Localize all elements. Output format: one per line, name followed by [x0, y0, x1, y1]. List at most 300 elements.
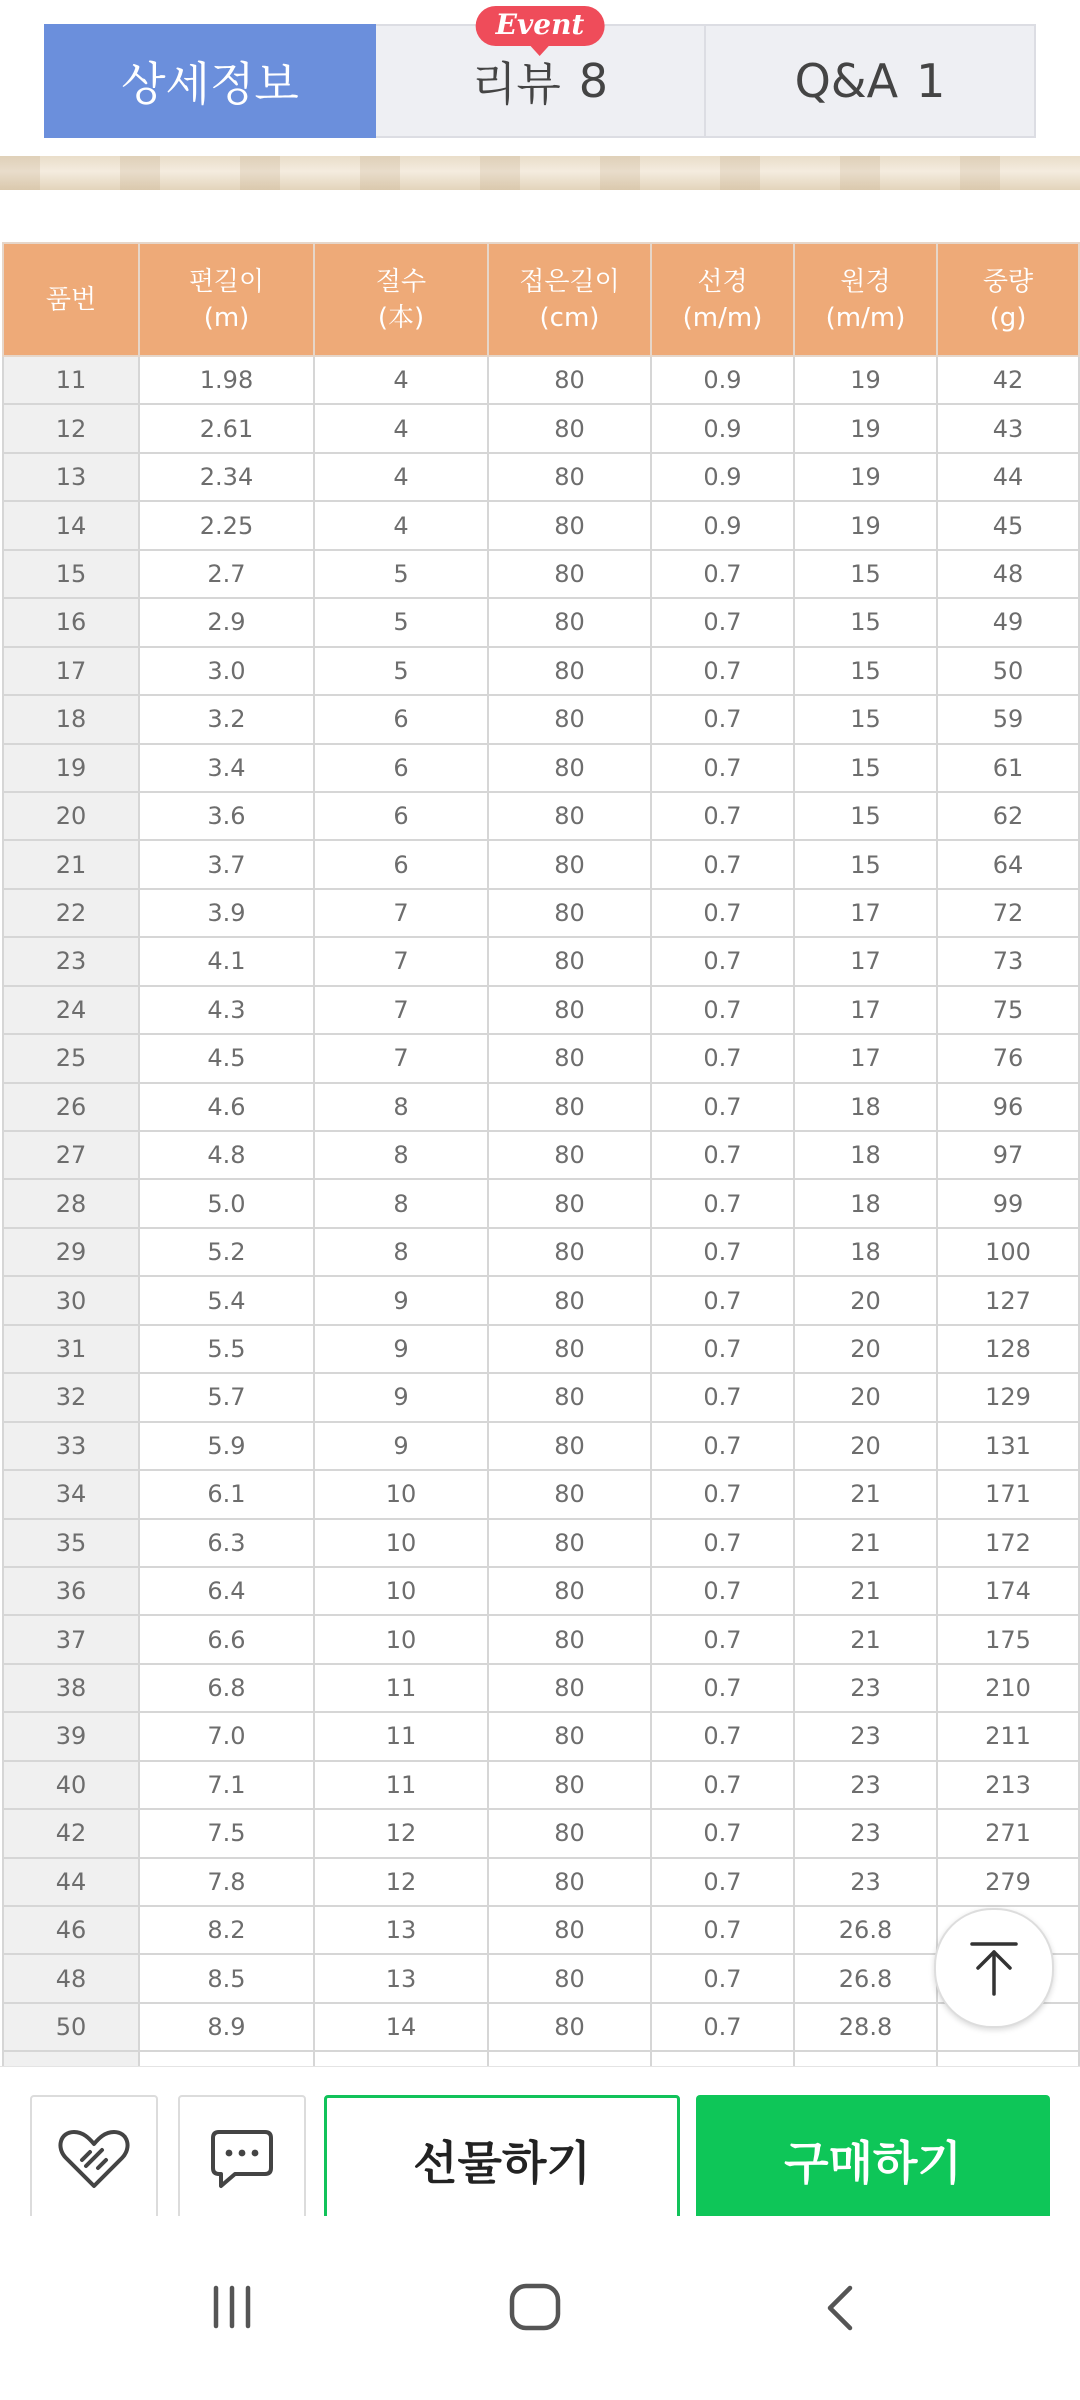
table-header-text: 접은길이	[519, 266, 620, 297]
table-cell: 4.6	[139, 1083, 314, 1131]
table-cell: 61	[937, 744, 1079, 792]
table-row	[3, 1373, 1079, 1421]
table-cell: 2.9	[139, 598, 314, 646]
table-cell: 6	[314, 792, 488, 840]
table-cell: 12	[3, 404, 139, 452]
table-row	[3, 1567, 1079, 1615]
table-row	[3, 1470, 1079, 1518]
table-cell: 19	[3, 744, 139, 792]
table-row	[3, 501, 1079, 549]
table-cell: 80	[488, 598, 651, 646]
table-cell: 17	[3, 647, 139, 695]
table-cell: 271	[937, 1809, 1079, 1857]
table-cell: 80	[488, 1131, 651, 1179]
table-cell: 32	[3, 1373, 139, 1421]
gift-button[interactable]: 선물하기	[324, 2095, 680, 2225]
table-cell: 127	[937, 1276, 1079, 1324]
tab-qna-count: 1	[916, 54, 946, 108]
table-cell: 21	[794, 1519, 937, 1567]
table-cell: 12	[314, 1858, 488, 1906]
table-row	[3, 840, 1079, 888]
table-cell: 211	[937, 1712, 1079, 1760]
table-cell: 0.7	[651, 1083, 794, 1131]
table-cell: 9	[314, 1276, 488, 1324]
table-cell: 45	[937, 501, 1079, 549]
table-cell: 10	[314, 1519, 488, 1567]
home-icon	[508, 2282, 562, 2332]
table-header-row	[3, 243, 1079, 356]
table-cell: 5	[314, 598, 488, 646]
table-cell: 72	[937, 889, 1079, 937]
table-header-text: 절수	[375, 266, 427, 297]
recent-apps-icon	[208, 2282, 256, 2330]
table-header-text: (m/m)	[825, 302, 906, 333]
table-cell: 5.4	[139, 1276, 314, 1324]
table-cell: 0.7	[651, 937, 794, 985]
table-cell: 80	[488, 840, 651, 888]
table-cell: 18	[794, 1179, 937, 1227]
table-cell: 6.3	[139, 1519, 314, 1567]
table-row	[3, 1954, 1079, 2002]
table-cell: 10	[314, 1567, 488, 1615]
heart-link-icon	[56, 2126, 132, 2192]
table-cell: 4	[314, 404, 488, 452]
table-cell: 80	[488, 1809, 651, 1857]
table-header-text: (g)	[989, 302, 1027, 333]
tab-qna[interactable]	[706, 24, 1036, 138]
table-cell: 174	[937, 1567, 1079, 1615]
talk-button[interactable]	[178, 2095, 306, 2223]
table-cell: 80	[488, 647, 651, 695]
table-cell: 17	[794, 889, 937, 937]
table-cell: 20	[794, 1325, 937, 1373]
table-cell: 59	[937, 695, 1079, 743]
table-header-cell	[314, 243, 488, 356]
table-cell: 76	[937, 1034, 1079, 1082]
table-cell: 50	[3, 2003, 139, 2051]
table-cell: 48	[937, 550, 1079, 598]
table-cell: 0.7	[651, 1422, 794, 1470]
table-cell: 7.8	[139, 1858, 314, 1906]
table-cell: 80	[488, 1906, 651, 1954]
table-cell: 2.61	[139, 404, 314, 452]
table-cell: 10	[314, 1615, 488, 1663]
table-row	[3, 744, 1079, 792]
buy-button[interactable]: 구매하기	[696, 2095, 1050, 2225]
table-row	[3, 1712, 1079, 1760]
table-cell: 0.7	[651, 695, 794, 743]
nav-back-button[interactable]	[822, 2282, 858, 2338]
table-cell: 80	[488, 1325, 651, 1373]
table-cell: 18	[794, 1131, 937, 1179]
table-cell: 16	[3, 598, 139, 646]
event-badge: Event	[476, 6, 605, 46]
table-cell: 27	[3, 1131, 139, 1179]
product-tabs	[44, 8, 1036, 138]
table-cell: 7.5	[139, 1809, 314, 1857]
table-row	[3, 1906, 1079, 1954]
table-header-cell	[651, 243, 794, 356]
table-cell: 0.7	[651, 598, 794, 646]
table-cell: 48	[3, 1954, 139, 2002]
table-cell: 3.4	[139, 744, 314, 792]
table-cell: 6	[314, 840, 488, 888]
table-cell: 0.7	[651, 1276, 794, 1324]
table-cell: 20	[794, 1422, 937, 1470]
table-cell: 8.5	[139, 1954, 314, 2002]
table-cell: 4	[314, 453, 488, 501]
table-cell: 0.9	[651, 356, 794, 404]
spec-table-container	[2, 242, 1078, 2064]
table-cell: 19	[794, 501, 937, 549]
table-cell: 13	[314, 1906, 488, 1954]
table-cell: 6.6	[139, 1615, 314, 1663]
table-cell: 20	[794, 1373, 937, 1421]
chat-icon	[209, 2126, 275, 2192]
table-row	[3, 1809, 1079, 1857]
table-cell: 23	[3, 937, 139, 985]
table-cell: 5	[314, 647, 488, 695]
table-cell: 80	[488, 889, 651, 937]
table-cell: 0.7	[651, 1712, 794, 1760]
table-cell: 17	[794, 1034, 937, 1082]
table-cell: 15	[794, 598, 937, 646]
table-header-text: 품번	[45, 284, 97, 315]
table-cell: 80	[488, 1373, 651, 1421]
table-cell: 18	[794, 1228, 937, 1276]
table-header-text: (m)	[203, 302, 250, 333]
table-cell: 35	[3, 1519, 139, 1567]
table-cell: 5.5	[139, 1325, 314, 1373]
table-row	[3, 598, 1079, 646]
table-cell: 175	[937, 1615, 1079, 1663]
table-row	[3, 2003, 1079, 2051]
table-cell: 62	[937, 792, 1079, 840]
table-cell: 46	[3, 1906, 139, 1954]
table-cell: 17	[794, 937, 937, 985]
table-row	[3, 1519, 1079, 1567]
table-header-text: 편길이	[188, 266, 265, 297]
table-cell: 7.1	[139, 1761, 314, 1809]
table-cell: 5.7	[139, 1373, 314, 1421]
table-cell: 80	[488, 1761, 651, 1809]
table-cell: 19	[794, 404, 937, 452]
table-cell: 15	[794, 840, 937, 888]
table-cell: 0.7	[651, 1761, 794, 1809]
table-cell: 0.7	[651, 1664, 794, 1712]
table-row	[3, 1664, 1079, 1712]
table-cell: 13	[3, 453, 139, 501]
table-cell: 80	[488, 453, 651, 501]
table-header-cell	[794, 243, 937, 356]
table-cell: 31	[3, 1325, 139, 1373]
table-cell: 0.7	[651, 1034, 794, 1082]
table-header-text: (cm)	[539, 302, 600, 333]
table-row	[3, 1083, 1079, 1131]
tab-reviews[interactable]	[376, 8, 706, 138]
table-cell: 279	[937, 1858, 1079, 1906]
table-cell: 80	[488, 1615, 651, 1663]
table-header-text: 선경	[697, 266, 748, 297]
table-cell: 7	[314, 937, 488, 985]
table-cell: 0.7	[651, 792, 794, 840]
table-header-cell	[3, 243, 139, 356]
table-cell: 3.2	[139, 695, 314, 743]
table-cell: 26.8	[794, 1954, 937, 2002]
table-row	[3, 695, 1079, 743]
table-cell: 80	[488, 1228, 651, 1276]
table-cell: 210	[937, 1664, 1079, 1712]
table-cell: 128	[937, 1325, 1079, 1373]
table-cell: 14	[3, 501, 139, 549]
table-cell: 0.7	[651, 1373, 794, 1421]
table-cell: 7	[314, 889, 488, 937]
table-cell: 0.9	[651, 404, 794, 452]
table-cell: 6	[314, 695, 488, 743]
table-cell: 19	[794, 453, 937, 501]
table-cell: 20	[794, 1276, 937, 1324]
table-cell: 49	[937, 598, 1079, 646]
table-row	[3, 404, 1079, 452]
table-cell: 39	[3, 1712, 139, 1760]
tab-reviews-count: 8	[578, 54, 609, 108]
table-cell: 23	[794, 1761, 937, 1809]
table-cell: 0.7	[651, 1615, 794, 1663]
table-cell: 7	[314, 986, 488, 1034]
table-cell: 0.7	[651, 550, 794, 598]
tab-details-label: 상세정보	[121, 57, 299, 111]
table-cell: 21	[794, 1615, 937, 1663]
table-cell: 4.8	[139, 1131, 314, 1179]
table-cell: 5	[314, 550, 488, 598]
table-cell: 2.25	[139, 501, 314, 549]
table-cell: 28	[3, 1179, 139, 1227]
table-cell: 15	[3, 550, 139, 598]
table-row	[3, 1761, 1079, 1809]
table-cell: 40	[3, 1761, 139, 1809]
table-cell: 17	[794, 986, 937, 1034]
table-cell: 96	[937, 1083, 1079, 1131]
table-cell: 10	[314, 1470, 488, 1518]
table-cell: 36	[3, 1567, 139, 1615]
table-cell: 44	[937, 453, 1079, 501]
table-header-text: (m/m)	[682, 302, 763, 333]
scroll-top-button[interactable]	[934, 1908, 1054, 2028]
table-cell: 80	[488, 501, 651, 549]
table-cell: 80	[488, 744, 651, 792]
table-row	[3, 356, 1079, 404]
table-cell: 9	[314, 1325, 488, 1373]
table-cell: 8	[314, 1131, 488, 1179]
table-header-text: 중량	[982, 266, 1034, 297]
table-cell: 75	[937, 986, 1079, 1034]
table-cell: 3.0	[139, 647, 314, 695]
table-cell: 11	[3, 356, 139, 404]
back-icon	[822, 2282, 858, 2334]
table-cell: 18	[3, 695, 139, 743]
table-cell: 8	[314, 1083, 488, 1131]
system-nav-bar	[0, 2216, 1080, 2400]
table-cell: 15	[794, 744, 937, 792]
table-cell: 0.9	[651, 453, 794, 501]
table-cell: 80	[488, 1422, 651, 1470]
table-header-cell	[139, 243, 314, 356]
table-cell: 7	[314, 1034, 488, 1082]
table-cell: 80	[488, 1567, 651, 1615]
table-cell: 0.7	[651, 1179, 794, 1227]
table-row	[3, 1034, 1079, 1082]
table-row	[3, 1228, 1079, 1276]
table-cell: 7.0	[139, 1712, 314, 1760]
tab-qna-label: Q&A	[794, 54, 899, 108]
table-cell: 80	[488, 937, 651, 985]
table-cell: 80	[488, 1519, 651, 1567]
table-cell: 131	[937, 1422, 1079, 1470]
table-row	[3, 1325, 1079, 1373]
table-cell: 0.7	[651, 647, 794, 695]
table-cell: 11	[314, 1664, 488, 1712]
table-cell: 80	[488, 1954, 651, 2002]
table-cell: 23	[794, 1664, 937, 1712]
table-cell: 4.3	[139, 986, 314, 1034]
table-row	[3, 1422, 1079, 1470]
table-cell: 80	[488, 1664, 651, 1712]
table-cell: 5.2	[139, 1228, 314, 1276]
table-cell: 3.6	[139, 792, 314, 840]
spec-table	[2, 242, 1080, 2101]
table-cell: 80	[488, 356, 651, 404]
nav-recent-apps-button[interactable]	[208, 2282, 256, 2334]
table-row	[3, 937, 1079, 985]
table-row	[3, 1858, 1079, 1906]
table-cell: 26.8	[794, 1906, 937, 1954]
table-cell: 0.7	[651, 1470, 794, 1518]
table-cell: 0.7	[651, 1131, 794, 1179]
table-cell: 6.4	[139, 1567, 314, 1615]
table-cell: 172	[937, 1519, 1079, 1567]
table-cell: 18	[794, 1083, 937, 1131]
table-cell: 80	[488, 404, 651, 452]
table-cell: 9	[314, 1373, 488, 1421]
table-row	[3, 1276, 1079, 1324]
table-header-cell	[488, 243, 651, 356]
table-cell: 80	[488, 1034, 651, 1082]
table-cell: 20	[3, 792, 139, 840]
table-cell: 0.9	[651, 501, 794, 549]
table-cell: 80	[488, 1179, 651, 1227]
table-row	[3, 1179, 1079, 1227]
table-cell: 30	[3, 1276, 139, 1324]
table-cell: 100	[937, 1228, 1079, 1276]
wishlist-button[interactable]	[30, 2095, 158, 2223]
table-cell: 99	[937, 1179, 1079, 1227]
table-cell: 15	[794, 792, 937, 840]
table-cell: 0.7	[651, 1906, 794, 1954]
table-cell: 213	[937, 1761, 1079, 1809]
table-header-cell	[937, 243, 1079, 356]
table-row	[3, 889, 1079, 937]
tab-details[interactable]	[44, 24, 376, 138]
table-cell: 6.1	[139, 1470, 314, 1518]
table-cell: 15	[794, 647, 937, 695]
table-cell: 3.7	[139, 840, 314, 888]
table-cell: 4	[314, 356, 488, 404]
table-cell: 14	[314, 2003, 488, 2051]
table-cell: 0.7	[651, 744, 794, 792]
table-cell: 9	[314, 1422, 488, 1470]
table-cell: 0.7	[651, 1325, 794, 1373]
table-header-text: (本)	[377, 302, 425, 333]
table-cell: 33	[3, 1422, 139, 1470]
table-cell: 29	[3, 1228, 139, 1276]
table-cell: 80	[488, 2003, 651, 2051]
table-cell: 80	[488, 792, 651, 840]
table-row	[3, 1131, 1079, 1179]
table-cell: 15	[794, 550, 937, 598]
nav-home-button[interactable]	[508, 2282, 562, 2336]
table-row	[3, 986, 1079, 1034]
table-cell: 12	[314, 1809, 488, 1857]
table-cell: 0.7	[651, 1519, 794, 1567]
table-cell: 44	[3, 1858, 139, 1906]
table-cell: 2.34	[139, 453, 314, 501]
table-cell: 0.7	[651, 1567, 794, 1615]
table-cell: 97	[937, 1131, 1079, 1179]
table-cell: 171	[937, 1470, 1079, 1518]
table-cell: 80	[488, 1470, 651, 1518]
table-body	[3, 356, 1079, 2100]
table-cell: 37	[3, 1615, 139, 1663]
table-cell: 0.7	[651, 2003, 794, 2051]
table-cell: 80	[488, 1083, 651, 1131]
table-cell: 22	[3, 889, 139, 937]
table-cell: 0.7	[651, 1228, 794, 1276]
table-cell: 0.7	[651, 1954, 794, 2002]
table-cell: 8	[314, 1228, 488, 1276]
table-cell: 25	[3, 1034, 139, 1082]
table-cell: 6.8	[139, 1664, 314, 1712]
table-cell: 0.7	[651, 840, 794, 888]
table-cell: 0.7	[651, 1809, 794, 1857]
table-cell: 5.0	[139, 1179, 314, 1227]
arrow-up-icon	[966, 1938, 1022, 1998]
table-cell: 21	[3, 840, 139, 888]
table-cell: 73	[937, 937, 1079, 985]
table-cell: 11	[314, 1712, 488, 1760]
table-cell: 28.8	[794, 2003, 937, 2051]
table-cell: 8	[314, 1179, 488, 1227]
table-cell: 15	[794, 695, 937, 743]
table-cell: 8.9	[139, 2003, 314, 2051]
table-cell: 80	[488, 695, 651, 743]
wood-banner-strip	[0, 156, 1080, 190]
bottom-action-bar	[0, 2066, 1080, 2217]
table-cell: 19	[794, 356, 937, 404]
table-cell: 80	[488, 1858, 651, 1906]
table-cell: 23	[794, 1858, 937, 1906]
table-cell: 42	[937, 356, 1079, 404]
table-cell: 4.5	[139, 1034, 314, 1082]
table-cell: 11	[314, 1761, 488, 1809]
table-cell: 80	[488, 1712, 651, 1760]
table-cell: 23	[794, 1712, 937, 1760]
table-cell: 43	[937, 404, 1079, 452]
tab-reviews-label: 리뷰	[471, 57, 561, 111]
table-cell: 4.1	[139, 937, 314, 985]
table-cell: 1.98	[139, 356, 314, 404]
table-cell: 64	[937, 840, 1079, 888]
table-cell: 5.9	[139, 1422, 314, 1470]
